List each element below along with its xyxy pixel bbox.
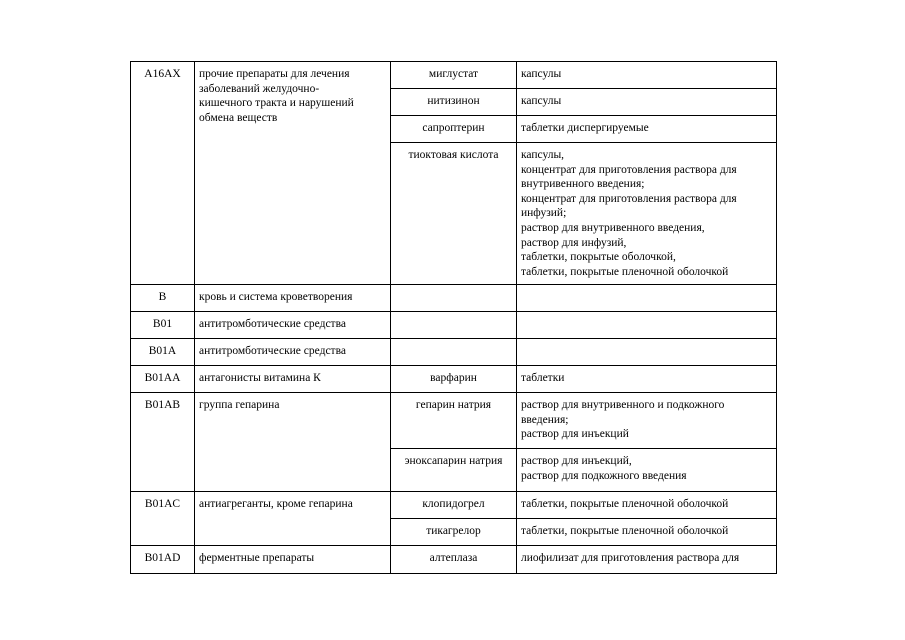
dosage-form-cell-line: раствор для внутривенного и подкожного	[521, 399, 725, 411]
dosage-form-cell-line: концентрат для приготовления раствора для	[521, 163, 737, 176]
group-name-cell-line: антитромботические средства	[199, 345, 346, 357]
group-name-cell	[195, 366, 391, 393]
dosage-form-cell-line: раствор для внутривенного введения,	[521, 221, 705, 234]
drug-name-cell	[391, 339, 517, 366]
drug-name-cell: нитизинон	[391, 89, 517, 116]
drug-name-cell: сапроптерин	[391, 116, 517, 143]
group-name-cell	[195, 546, 391, 574]
dosage-form-cell	[517, 492, 777, 519]
drug-name-cell: варфарин	[391, 366, 517, 393]
dosage-form-cell	[517, 62, 777, 89]
drug-name-cell: миглустат	[391, 62, 517, 89]
dosage-form-cell	[517, 116, 777, 143]
group-name-cell-line: кровь и система кроветворения	[199, 291, 353, 303]
group-name-cell	[195, 312, 391, 339]
dosage-form-cell	[517, 449, 777, 492]
dosage-form-cell	[517, 393, 777, 449]
dosage-form-cell	[517, 366, 777, 393]
drug-name-cell: эноксапарин натрия	[391, 449, 517, 492]
dosage-form-cell-line: таблетки	[521, 372, 565, 384]
group-name-cell	[195, 339, 391, 366]
dosage-form-cell	[517, 339, 777, 366]
dosage-form-cell-line: капсулы,	[521, 149, 565, 161]
dosage-form-cell-line: капсулы	[521, 68, 562, 80]
group-name-cell-line: прочие препараты для лечения	[199, 68, 350, 80]
dosage-form-cell	[517, 143, 777, 285]
dosage-form-cell-line: инфузий;	[521, 207, 567, 220]
dosage-form-cell-line: раствор для инфузий,	[521, 236, 627, 249]
drug-name-cell	[391, 312, 517, 339]
table-row	[131, 393, 777, 449]
atc-code-cell: B	[131, 285, 195, 312]
dosage-form-cell	[517, 519, 777, 546]
group-name-cell-line: обмена веществ	[199, 111, 278, 124]
table-row	[131, 546, 777, 574]
table-row	[131, 366, 777, 393]
drug-name-cell: алтеплаза	[391, 546, 517, 574]
table-row	[131, 339, 777, 366]
atc-code-cell: B01AB	[131, 393, 195, 492]
dosage-form-cell-line: раствор для инъекций	[521, 428, 629, 441]
atc-code-cell: B01A	[131, 339, 195, 366]
table-body	[131, 62, 777, 574]
dosage-form-cell-line: таблетки, покрытые пленочной оболочкой	[521, 525, 729, 537]
group-name-cell-line: группа гепарина	[199, 399, 280, 411]
group-name-cell	[195, 285, 391, 312]
drug-name-cell: тиоктовая кислота	[391, 143, 517, 285]
drug-name-cell: клопидогрел	[391, 492, 517, 519]
drug-classification-table	[130, 61, 777, 574]
dosage-form-cell	[517, 285, 777, 312]
atc-code-cell: B01AA	[131, 366, 195, 393]
group-name-cell-line: антиагреганты, кроме гепарина	[199, 498, 353, 510]
dosage-form-cell-line: таблетки, покрытые пленочной оболочкой	[521, 498, 729, 510]
atc-code-cell: B01AD	[131, 546, 195, 574]
dosage-form-cell	[517, 312, 777, 339]
dosage-form-cell-line: таблетки диспергируемые	[521, 122, 649, 134]
group-name-cell	[195, 492, 391, 546]
dosage-form-cell-line: раствор для подкожного введения	[521, 469, 687, 482]
dosage-form-cell-line: введения;	[521, 413, 569, 426]
atc-code-cell: B01	[131, 312, 195, 339]
group-name-cell	[195, 62, 391, 285]
dosage-form-cell-line: таблетки, покрытые пленочной оболочкой	[521, 265, 729, 278]
table-row	[131, 492, 777, 519]
dosage-form-cell	[517, 546, 777, 574]
dosage-form-cell-line: таблетки, покрытые оболочкой,	[521, 251, 676, 264]
dosage-form-cell-line: капсулы	[521, 95, 562, 107]
table-row	[131, 285, 777, 312]
dosage-form-cell-line: внутривенного введения;	[521, 178, 645, 191]
dosage-form-cell-line: лиофилизат для приготовления раствора для	[521, 552, 740, 564]
atc-code-cell: B01AC	[131, 492, 195, 546]
dosage-form-cell-line: раствор для инъекций,	[521, 455, 632, 467]
table-row	[131, 62, 777, 89]
group-name-cell-line: кишечного тракта и нарушений	[199, 97, 354, 110]
group-name-cell-line: заболеваний желудочно-	[199, 82, 320, 95]
drug-name-cell: гепарин натрия	[391, 393, 517, 449]
dosage-form-cell-line: концентрат для приготовления раствора для	[521, 192, 737, 205]
table-row	[131, 312, 777, 339]
drug-name-cell: тикагрелор	[391, 519, 517, 546]
group-name-cell-line: антагонисты витамина К	[199, 372, 321, 384]
drug-name-cell	[391, 285, 517, 312]
group-name-cell-line: ферментные препараты	[199, 552, 315, 564]
group-name-cell-line: антитромботические средства	[199, 318, 346, 330]
atc-code-cell: A16AX	[131, 62, 195, 285]
group-name-cell	[195, 393, 391, 492]
dosage-form-cell	[517, 89, 777, 116]
